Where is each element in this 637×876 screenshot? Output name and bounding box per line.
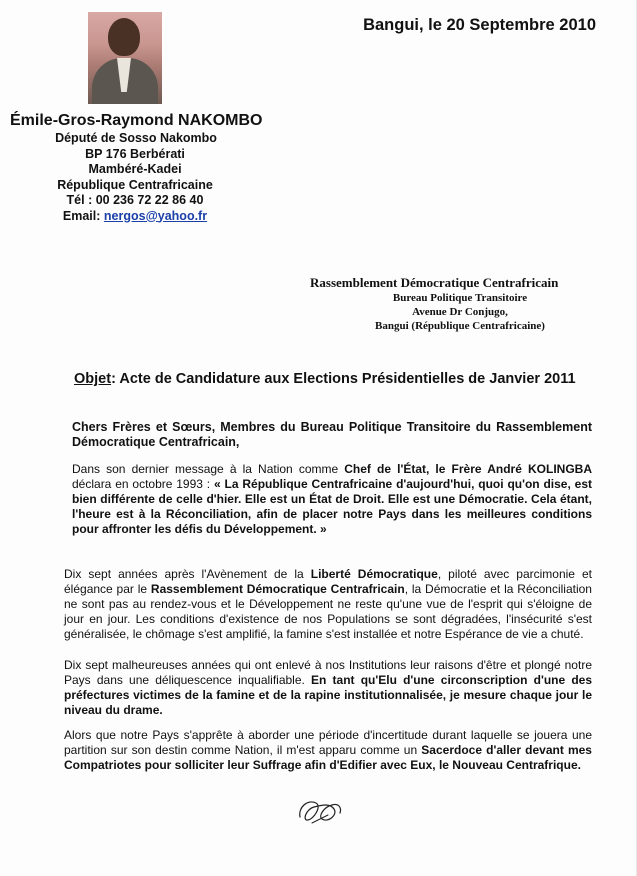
text-run: Liberté Démocratique — [310, 567, 438, 581]
text-run: Dix sept années après l'Avènement de la — [64, 567, 311, 581]
text-run: Dix sept malheureuses années qui ont enlevé à nos Institutions leur raisons d'être et plongé notre Pays dans une déliquescence inqualifiable. — [64, 658, 592, 687]
author-region: Mambéré-Kadei — [88, 162, 182, 176]
recipient-org: Rassemblement Démocratique Centrafricain — [310, 275, 559, 290]
author-block — [0, 112, 270, 224]
text-run: Dans son dernier message à la Nation comme — [72, 462, 345, 476]
recipient-city: Bangui (République Centrafricaine) — [375, 320, 545, 332]
phone-number: 00 236 72 22 86 40 — [95, 193, 204, 207]
text-run: Alors que notre Pays s'apprête à aborder une période d'incertitude durant laquelle se jouera une partition sur son destin comme Nation, il m'est apparu comme un — [64, 728, 592, 757]
author-email-line — [0, 209, 270, 225]
subject-label: Objet — [74, 371, 112, 387]
subject-line — [74, 371, 614, 387]
paragraph-1 — [64, 462, 592, 537]
portrait-head — [108, 18, 140, 56]
recipient-bureau: Bureau Politique Transitoire — [392, 292, 528, 304]
author-country: République Centrafricaine — [57, 177, 213, 192]
email-label: Email: — [62, 208, 104, 223]
subject-text: : Acte de Candidature aux Elections Présidentielles de Janvier 2011 — [111, 371, 576, 387]
recipient-street: Avenue Dr Conjugo, — [412, 306, 508, 318]
author-name: Émile-Gros-Raymond NAKOMBO — [10, 112, 263, 129]
author-phone-line — [0, 193, 270, 209]
salutation: Chers Frères et Sœurs, Membres du Bureau Politique Transitoire du Rassemblement Démocratique Centrafricain, — [72, 420, 592, 449]
text-run: Rassemblement Démocratique Centrafricain — [150, 582, 405, 596]
email-link[interactable]: nergos@yahoo.fr — [103, 208, 208, 223]
paragraph-4 — [64, 728, 592, 773]
text-run: , la Démocratie et la Réconciliation ne sont pas au rendez-vous et le Développement ne reste qu'une vue de l'esprit qui s'éloigne de jour en jour. Les conditions d'existence de nos Populations se sont dégradées, l'insécurité s'est généralisée, le chômage s'est amplifié, la famine s'est installée et notre Espérance de vie a chuté. — [64, 582, 592, 641]
author-role: Député de Sosso Nakombo — [55, 131, 217, 145]
author-po-box: BP 176 Berbérati — [85, 146, 185, 161]
text-run: , piloté avec parcimonie et élégance par le — [64, 567, 592, 596]
letter-date: Bangui, le 20 Septembre 2010 — [363, 16, 596, 34]
signature-icon — [294, 793, 346, 827]
recipient-block — [310, 275, 610, 333]
text-run: Chef de l'État, le Frère André KOLINGBA — [344, 462, 592, 476]
text-run: En tant qu'Elu d'une circonscription d'une des préfectures victimes de la famine et de la rapine institutionnalisée, je mesure chaque jour le niveau du drame. — [64, 673, 593, 717]
paragraph-2 — [64, 567, 592, 642]
text-run: « La République Centrafricaine d'aujourd'hui, quoi qu'on dise, est bien différente de celle d'hier. Elle est un État de Droit. Elle est une Démocratie. Cela étant, l'heure est à la Réconciliation, afin de placer notre Pays dans les meilleures conditions pour affronter les défis du Développement. » — [72, 477, 592, 536]
text-run: Sacerdoce d'aller devant mes Compatriotes pour solliciter leur Suffrage afin d'Edifier avec Eux, le Nouveau Centrafrique. — [64, 743, 592, 772]
text-run: déclara en octobre 1993 : — [72, 477, 214, 491]
phone-label: Tél : — [66, 193, 96, 207]
paragraph-3 — [64, 658, 592, 718]
author-portrait-photo — [88, 12, 162, 104]
